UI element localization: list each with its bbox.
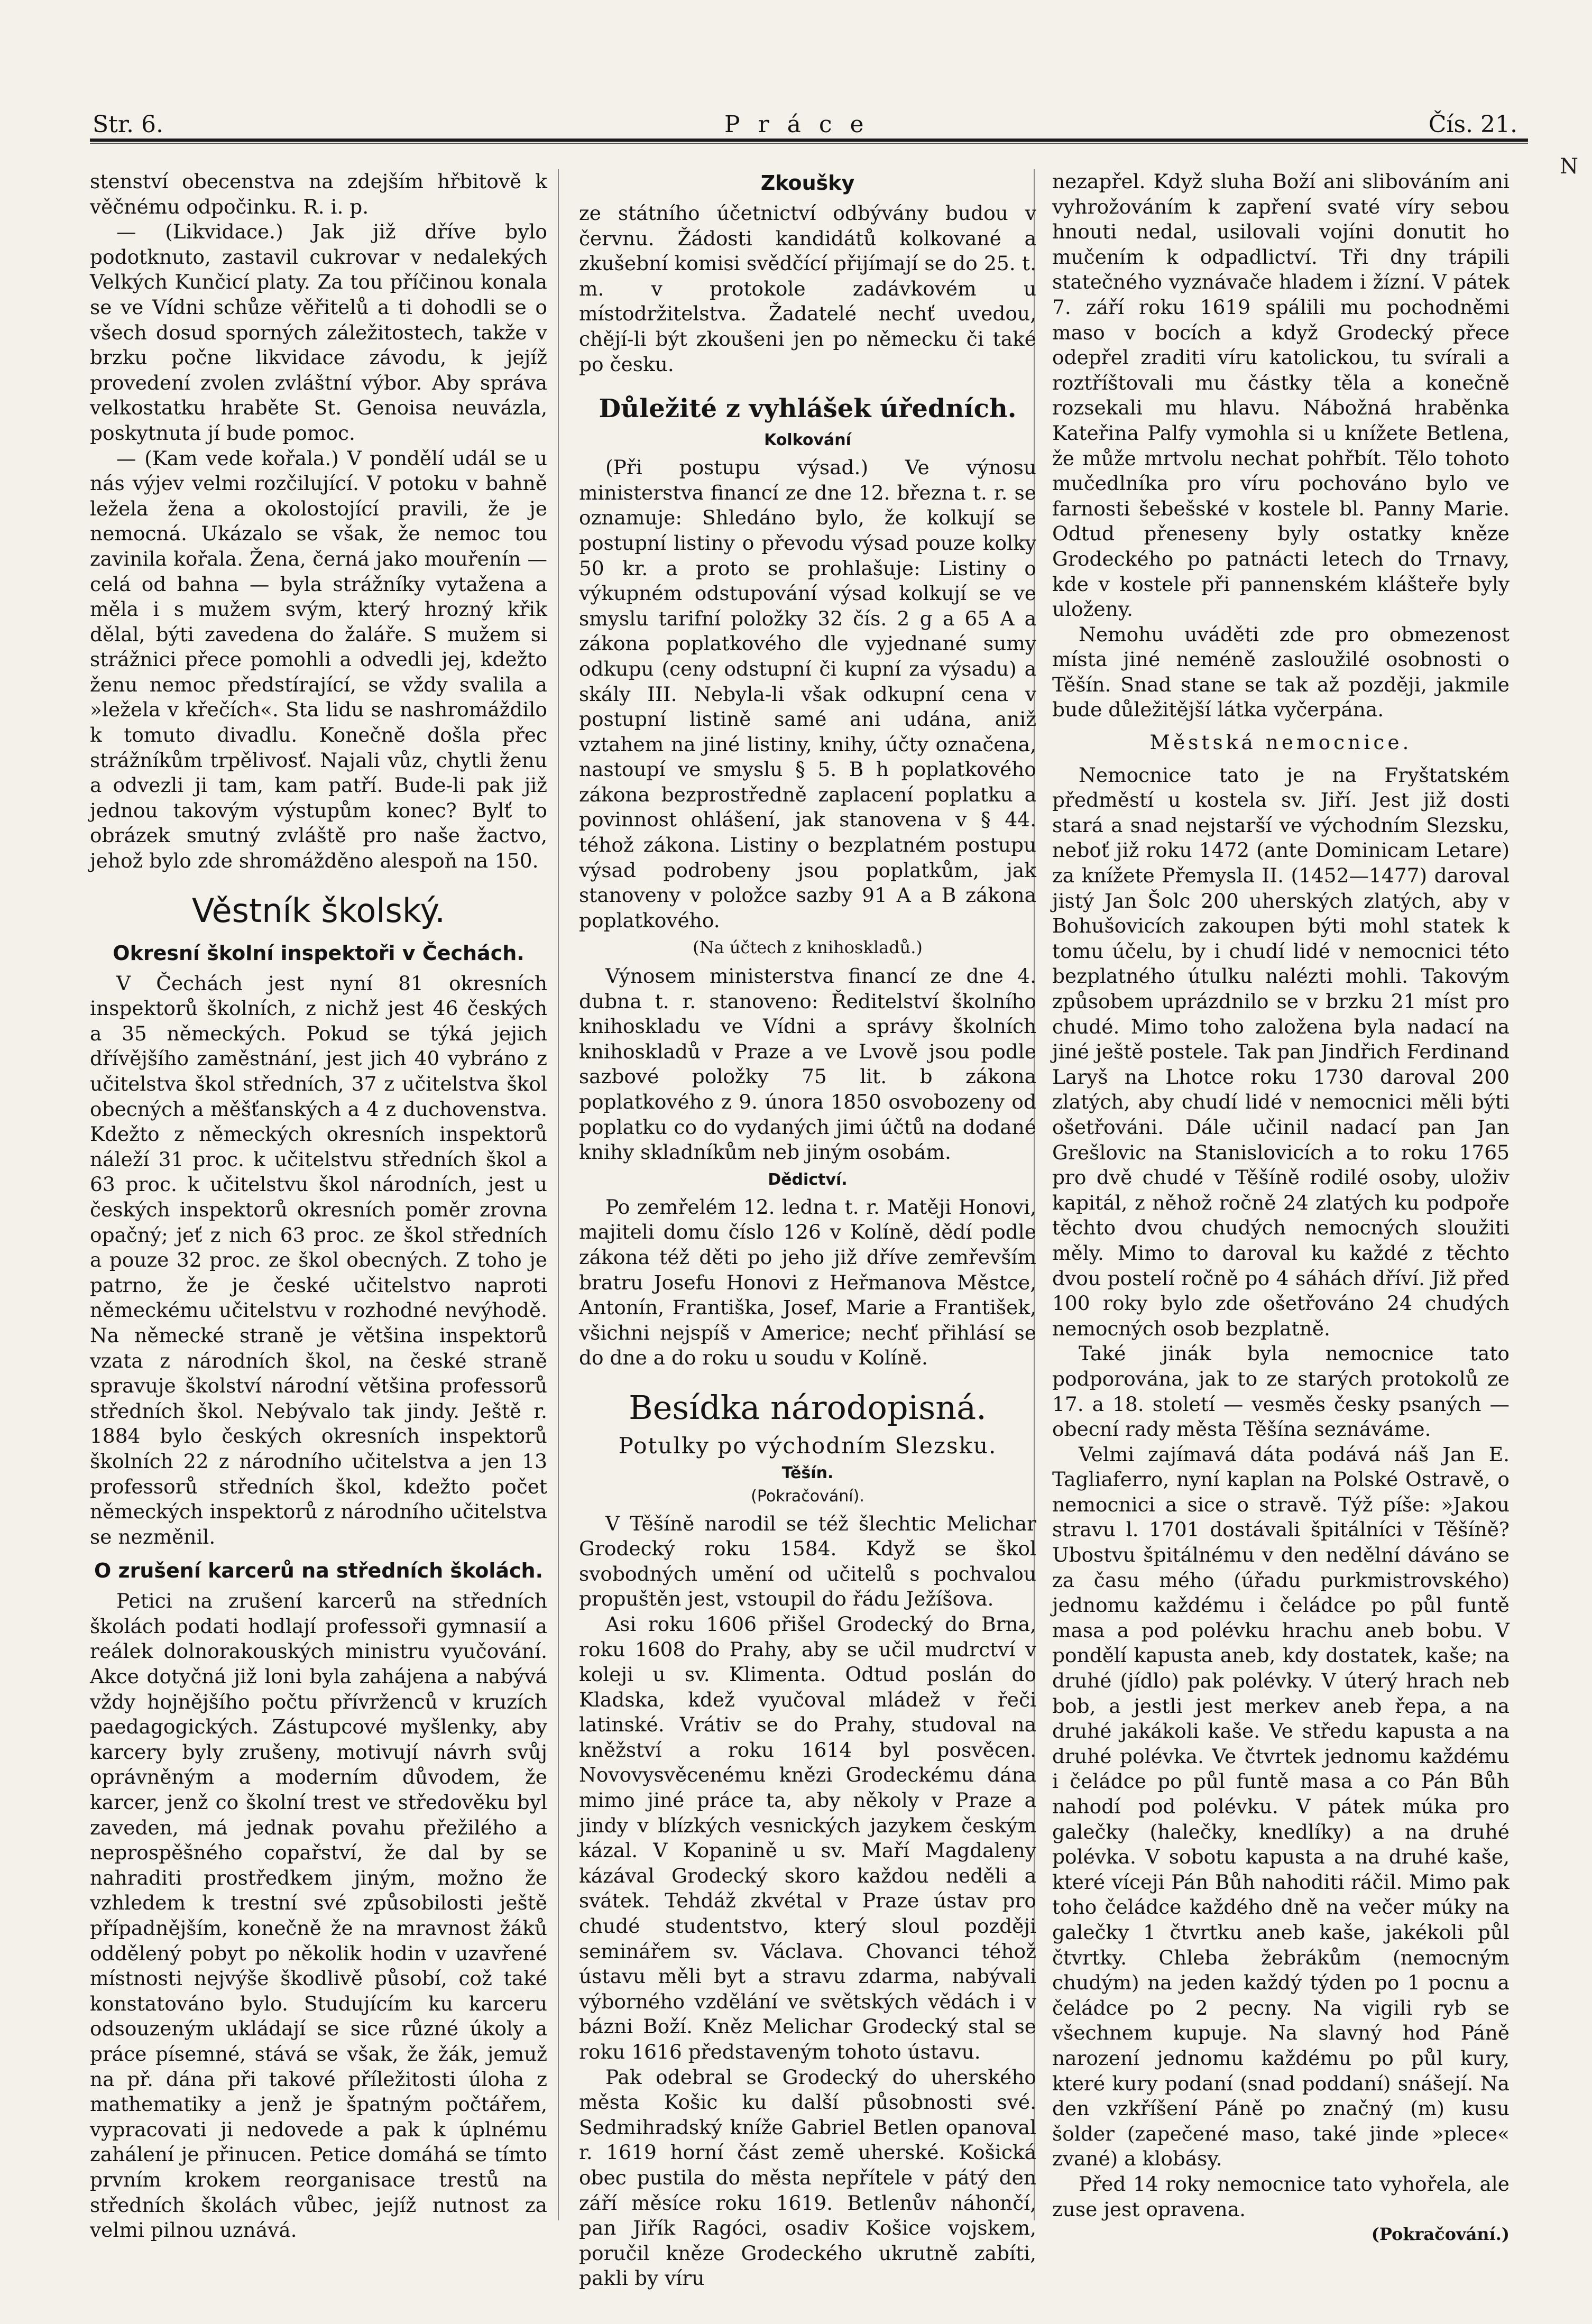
- article-paragraph: Výnosem ministerstva financí ze dne 4. dubna t. r. stanoveno: Ředitelství školního knihoskladu ve Vídni a správy školních knihoskladů v Praze a ve Lvově jsou podle sazbové položky 75 lit. b zákona poplatkového z 9. února 1850 osvobozeny od poplatku co do vydaných jimi účtů na dodané knihy skladníkům neb jiným osobám.: [579, 964, 1036, 1164]
- article-paragraph: Po zemřelém 12. ledna t. r. Matěji Honovi, majiteli domu číslo 126 v Kolíně, dědí podle zákona též děti po jeho již dříve zemřevším bratru Josefu Honovi z Heřmanova Městce, Antonín, Františka, Josef, Marie a František, všichni nejspíš v Americe; nechť přihlásí se do dne a do roku u soudu v Kolíně.: [579, 1195, 1036, 1370]
- section-title: Besídka národopisná.: [629, 1388, 987, 1427]
- article-heading: Zkoušky: [760, 171, 855, 195]
- issue-number: Čís. 21.: [1428, 111, 1517, 138]
- article-heading: Dědictví.: [768, 1170, 848, 1189]
- article-paragraph: ze státního účetnictví odbývány budou v červnu. Žádosti kandidátů kolkované a zkušební komisi svědčící přijímají se do 25. t. m. v protokole zadávkovém u místodržitelstva. Žadatelé nechť uvedou, chějí-li být zkoušeni jen po německu či také po česku.: [579, 201, 1036, 376]
- section-subtitle: Potulky po východním Slezsku.: [618, 1432, 997, 1459]
- article-paragraph: — (Likvidace.) Jak již dříve bylo podotknuto, zastavil cukrovar v nedalekých Velkých Kunčicí platy. Za tou příčinou konala se ve Vídni schůze věřitelů a ti dohodli se o všech dosud sporných záležitostech, takže v brzku počne likvidace závodu, k jejíž provedení zvolen zvláštní výbor. Aby správa velkostatku hraběte St. Genoisa neuvázla, poskytnuta jí bude pomoc.: [90, 220, 547, 445]
- article-paragraph: V Těšíně narodil se též šlechtic Melichar Grodecký roku 1584. Když se škol svobodných umění od učitelů s pochvalou propuštěn jest, vstoupil do řádu Ježíšova.: [579, 1511, 1036, 1611]
- adjacent-page-fragment: N: [1560, 154, 1578, 179]
- article-paragraph: Nemohu uváděti zde pro obmezenost místa jiné neméně zasloužilé osobnosti o Těšín. Snad stane se tak až později, jakmile bude důležitější látka vyčerpána.: [1052, 622, 1510, 722]
- article-heading: Městská nemocnice.: [1149, 731, 1412, 754]
- header-rule-thin: [90, 143, 1528, 144]
- article-paragraph: nezapřel. Když sluha Boží ani slibováním ani vyhrožováním k zapření svaté víry sebou hnouti nedal, usilovali vojíni donutit ho mučením k odpadlictví. Tři dny trápili statečného vyznávače hladem i žízní. V pátek 7. září roku 1619 spálili mu pochodněmi maso v bocích a když Grodecký přece odepřel zraditi víru katolickou, tu svírali a roztříštovali mu částky těla a konečně rozsekali mu hlavu. Nábožná hraběnka Kateřina Palfy vymohla si u knížete Betlena, že může mrtvolu nechat pohřbít. Tělo tohoto mučedlníka pro víru pochováno bylo ve farnosti šebešské v kostele bl. Panny Marie. Odtud přeneseny byly ostatky kněze Grodeckého po patnácti letech do Trnavy, kde v kostele při pannenském klášteře byly uloženy.: [1052, 170, 1510, 621]
- article-paragraph: — (Kam vede kořala.) V pondělí udál se u nás výjev velmi rozčilující. V potoku v bahně ležela žena a okolostojící pravili, že je nemocná. Ukázalo se však, že nemoc tou zavinila kořala. Žena, černá jako mouřenín — celá od bahna — byla strážníky vytažena a měla i s mužem svým, který hrozný křik dělal, býti zavedena do žaláře. S mužem si strážnici přece pomohli a odvedli jej, kdežto ženu nemoc předstírající, se vždy svalila a »ležela v křečích«. Sta lidu se nashromáždilo k tomuto divadlu. Konečně došla přec strážníkům trpělivosť. Najali vůz, chytli ženu a odvezli ji tam, kam patří. Bude-li pak již jednou takovým výstupům konec? Bylť to obrázek smutný zvláště pro naše žactvo, jehož bylo zde shromážděno alespoň na 150.: [90, 446, 547, 873]
- section-title: Věstník školský.: [191, 891, 446, 930]
- article-heading: Kolkování: [764, 431, 851, 450]
- article-paragraph: Velmi zajímavá dáta podává náš Jan E. Tagliaferro, nyní kaplan na Polské Ostravě, o nemocnici a sice o stravě. Týž píše: »Jakou stravu l. 1701 dostávali špitálníci v Těšíně? Ubostvu špitálnému v den nedělní dáváno se za času mého (úřadu purkmistrovského) jednomu každému i čeládce po půl funtě masa a pod polévku hrachu aneb bobu. V pondělí kapusta aneb, kdy dostatek, kaše; na druhé (jídlo) pak polévky. V úterý hrach neb bob, a jestli jest merkev aneb řepa, a na druhé jakákoli kaše. Ve středu kapusta a na druhé polévka. Ve čtvrtek jednomu každému i čeládce po půl funtě masa a co Pán Bůh nahodí pod polévku. V pátek múka pro galečky (halečky, knedlíky) a na druhé polévka. V sobotu kapusta a na druhé kaše, které víceji Pán Bůh nahoditi ráčil. Mimo pak toho čeládce každého dně na večer múky na galečky 1 čtvrtku aneb kaše, jakékoli půl čtvrtky. Chleba žebrákům (nemocným chudým) na jeden každý týden po 1 pocnu a čeládce po 2 pecny. Na vigili ryb se všechnem kupuje. Na slavný hod Páně narození jednomu každému po půl kury, které kury podaní (snad poddaní) snášejí. Na den vzkříšení Páně po značný (m) kusu šolder (zapečené maso, také jinde »plece« zvané) a klobásy.: [1052, 1442, 1510, 2171]
- article-heading: (Na účtech z knihoskladů.): [693, 937, 923, 958]
- article-paragraph: Petici na zrušení karcerů na středních školách podati hodlají professoři gymnasií a reálek dolnorakouských ministru vyučování. Akce dotyčná již loni byla zahájena a nabývá vždy hojnějšího počtu přívrženců v kruzích paedagogických. Zástupcové myšlenky, aby karcery byly zrušeny, motivují návrh svůj oprávněným a moderním důvodem, že karcer, jenž co školní trest ve středověku byl zaveden, má jednak povahu přežilého a neprospěšného copařství, že dal by se nahraditi prostředkem jiným, možno že vzhledem k trestní své způsobilosti ještě případnějším, konečně že na mravnost žáků oddělený pobyt po několik hodin v uzavřené místnosti nejvýše škodlivě působí, což také konstatováno bylo. Studujícím ku karceru odsouzeným ukládají se sice různé úkoly a práce písemné, stává se však, že žák, jemuž na př. dána při takové příležitosti úloha z mathematiky a jenž je špatným počtářem, vypracovati ji nedovede a pak k úplnému zahálení je přinucen. Petice domáhá se tímto prvním krokem reorganisace trestů na středních školách vůbec, jejíž nutnost za velmi pilnou uznává.: [90, 1589, 547, 2242]
- continuation-note: (Pokračování.): [1371, 2224, 1510, 2245]
- column-2: [579, 169, 1036, 2291]
- article-paragraph: Nemocnice tato je na Fryštatském předměstí u kostela sv. Jiří. Jest již dosti stará a snad nejstarší ve východním Slezsku, neboť již roku 1472 (ante Dominicam Letare) za knížete Přemysla II. (1452—1477) daroval jistý Jan Šolc 200 uherských zlatých, aby v Bohušovicích zakoupen býti mohl statek k tomu účelu, by i chudí lidé v nemocnici této bezplatného útulku nalézti mohli. Takovým způsobem uprázdnilo se v brzku 21 míst pro chudé. Mimo toho založena byla nadací na jiné ještě postele. Tak pan Jindřich Ferdinand Laryš na Lhotce roku 1730 daroval 200 zlatých, aby chudí lidé v nemocnici měli býti ošetřováni. Dále učinil nadací pan Jan Grešlovic na Stanislovicích a to roku 1765 pro dvě chudé v Těšíně rodilé osoby, uloživ kapitál, z něhož ročně 24 zlatých ku podpoře těchto dvou chudých nemocných sloužiti měly. Mimo to daroval ku každé z těchto dvou postelí ročně po 4 sáhách dříví. Již před 100 roky bylo zde ošetřováno 24 chudých nemocných osob bezplatně.: [1052, 763, 1510, 1340]
- article-heading: O zrušení karcerů na středních školách.: [94, 1559, 544, 1583]
- section-title: Důležité z vyhlášek úředních.: [599, 394, 1017, 424]
- article-paragraph: Také jinák byla nemocnice tato podporována, jak to ze starých protokolů ze 17. a 18. století — vesměs česky psaných — obecní rady města Těšína seznáváme.: [1052, 1342, 1510, 1441]
- newspaper-name: Práce: [724, 111, 882, 138]
- continuation-note: (Pokračování).: [751, 1487, 864, 1506]
- article-paragraph: Pak odebral se Grodecký do uherského města Košic ku další působnosti své. Sedmihradský kníže Gabriel Betlen opanoval r. 1619 horní část země uherské. Košická obec pustila do města nepřítele v pátý den září měsíce roku 1619. Betlenův náhončí, pan Jiřík Ragóci, osadiv Košice vojskem, poručil kněze Grodeckého ukrutně zabíti, pakli by víru: [579, 2065, 1036, 2290]
- column-divider: [558, 169, 559, 2220]
- article-paragraph: stenství obecenstva na zdejším hřbitově k věčnému odpočinku. R. i. p.: [90, 170, 547, 218]
- article-paragraph: Před 14 roky nemocnice tato vyhořela, ale zuse jest opravena.: [1052, 2172, 1510, 2221]
- column-1: [90, 169, 547, 2243]
- article-paragraph: V Čechách jest nyní 81 okresních inspektorů školních, z nichž jest 46 českých a 35 německých. Pokud se týká jejich dřívějšího zaměstnání, jest jich 40 vybráno z učitelstva škol středních, 37 z učitelstva škol obecných a měšťanských a 4 z duchovenstva. Kdežto z německých okresních inspektorů náleží 31 proc. k učitelstvu středních škol a 63 proc. k učitelstvu škol národních, jest u českých inspektorů okresních poměr zrovna opačný; jeť z nich 63 proc. ze škol středních a pouze 32 proc. ze škol obecných. Z toho je patrno, že je české učitelstvo naproti německému učitelstvu v rozhodné nevýhodě. Na německé straně je většina inspektorů vzata z národních škol, na české straně spravuje školství národní většina professorů středních škol. Nebývalo tak jindy. Ještě r. 1884 bylo českých okresních inspektorů školních 22 z národního učitelstva a jen 13 professorů středních škol, kdežto počet německých inspektorů z národního učitelstva se nezměnil.: [90, 971, 547, 1548]
- article-paragraph: Asi roku 1606 přišel Grodecký do Brna, roku 1608 do Prahy, aby se učil mudrctví v koleji u sv. Klimenta. Odtud poslán do Kladska, kdež vyučoval mládež v řeči latinské. Vrátiv se do Prahy, studoval na kněžství a roku 1614 byl posvěcen. Novovysvěcenému knězi Grodeckému dána mimo jiné práce ta, aby několy v Praze a jindy v blízkých vesnických jazykem českým kázal. V Kopanině u sv. Maří Magdaleny kázával Grodecký skoro každou neděli a svátek. Tehdáž zkvétal v Praze ústav pro chudé studentstvo, který sloul později seminářem sv. Václava. Chovanci téhož ústavu měli byt a stravu zdarma, nabývali výborného vzdělání ve světských vědách i v bázni Boží. Kněz Melichar Grodecký stal se roku 1616 představeným tohoto ústavu.: [579, 1612, 1036, 2063]
- page-number: Str. 6.: [93, 111, 163, 138]
- article-paragraph: (Při postupu výsad.) Ve výnosu ministerstva financí ze dne 12. března t. r. se oznamuje: Shledáno bylo, že kolkují se postupní listiny o převodu výsad pouze kolky 50 kr. a proto se prohlašuje: Listiny o výkupném odstupování výsad kolkují se ve smyslu tarifní položky 32 čís. 2 g a 65 A a zákona poplatkového dle vyjednané sumy odkupu (ceny odstupní či kupní za výsadu) a skály III. Nebyla-li však odkupní cena v postupní listině samé ani udána, aniž vztahem na jiné listiny, knihy, účty označena, nastoupí ve smyslu § 5. B h poplatkového zákona bezprostředně zaplacení poplatku a povinnost ohlášení, jak stanovena v § 44. téhož zákona. Listiny o bezplatném postupu výsad podrobeny jsou poplatkům, jak stanoveny v položce sazby 91 A a B zákona poplatkového.: [579, 456, 1036, 932]
- article-heading: Těšín.: [781, 1463, 834, 1482]
- header-rule: [90, 139, 1528, 142]
- column-3: [1052, 169, 1510, 2247]
- article-heading: Okresní školní inspektoři v Čechách.: [113, 941, 524, 965]
